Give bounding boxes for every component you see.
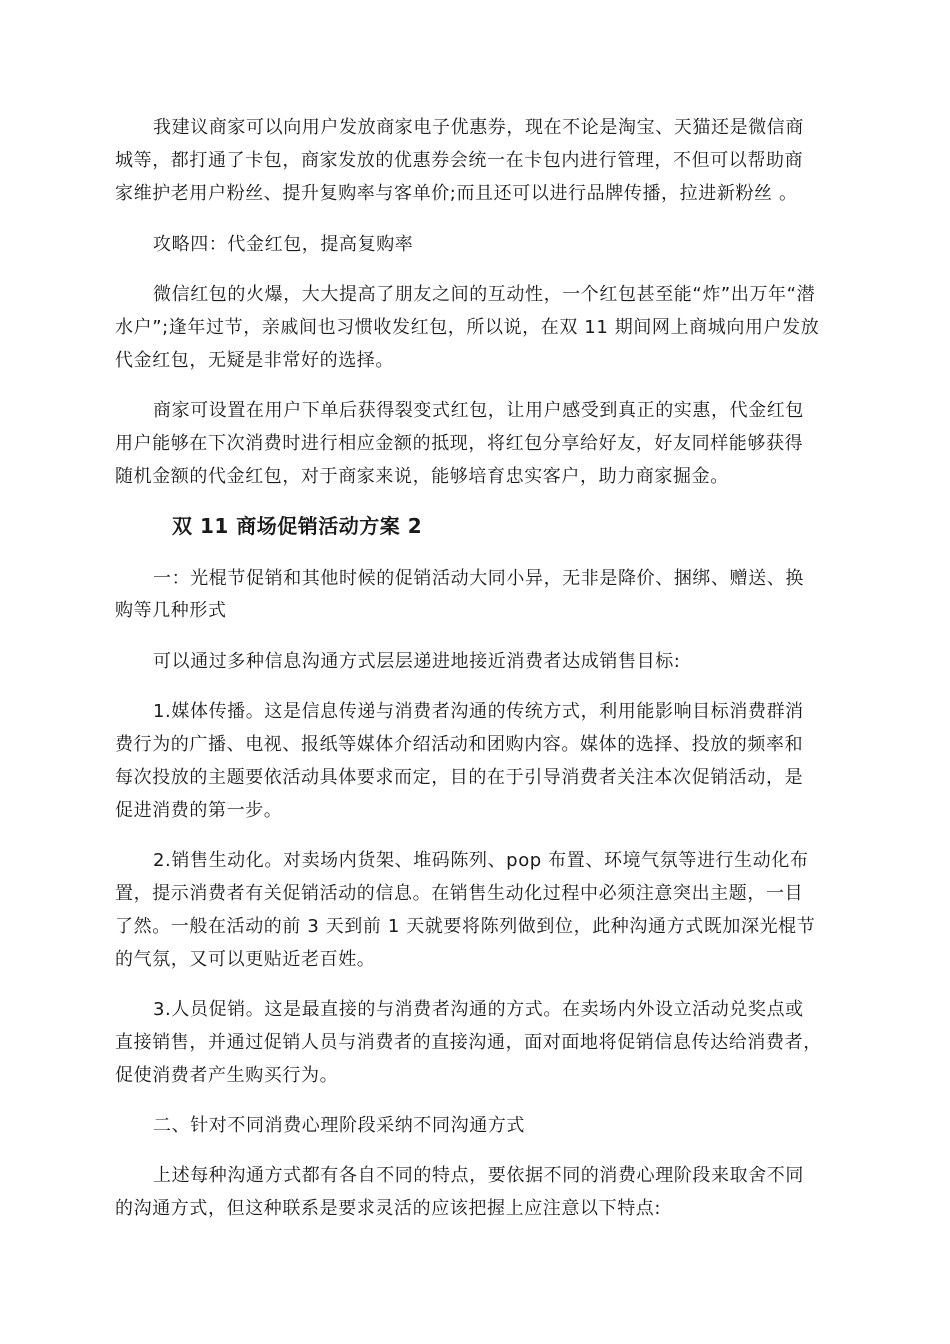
paragraph-line: 每次投放的主题要依活动具体要求而定，目的在于引导消费者关注本次促销活动，是 xyxy=(115,767,804,788)
paragraph-line: 的沟通方式，但这种联系是要求灵活的应该把握上应注意以下特点: xyxy=(115,1198,662,1219)
paragraph-line: 一：光棍节促销和其他时候的促销活动大同小异，无非是降价、捆绑、赠送、换 xyxy=(153,568,804,589)
paragraph-line: 置，提示消费者有关促销活动的信息。在销售生动化过程中必须注意突出主题，一目 xyxy=(115,883,804,904)
paragraph-line: 可以通过多种信息沟通方式层层递进地接近消费者达成销售目标: xyxy=(153,651,681,672)
section-title: 双 11 商场促销活动方案 2 xyxy=(172,514,423,538)
paragraph-line: 城等，都打通了卡包，商家发放的优惠券会统一在卡包内进行管理，不但可以帮助商 xyxy=(115,150,804,171)
paragraph-line: 的气氛，又可以更贴近老百姓。 xyxy=(115,949,376,970)
paragraph-line: 促进消费的第一步。 xyxy=(115,800,283,821)
paragraph-line: 水户”;逢年过节，亲戚间也习惯收发红包，所以说，在双 11 期间网上商城向用户发放 xyxy=(115,317,820,338)
paragraph-line: 攻略四：代金红包，提高复购率 xyxy=(153,234,414,255)
paragraph-line: 代金红包，无疑是非常好的选择。 xyxy=(115,350,394,371)
paragraph-line: 二、针对不同消费心理阶段采纳不同沟通方式 xyxy=(153,1115,525,1136)
paragraph-line: 用户能够在下次消费时进行相应金额的抵现，将红包分享给好友，好友同样能够获得 xyxy=(115,433,804,454)
paragraph-line: 费行为的广播、电视、报纸等媒体介绍活动和团购内容。媒体的选择、投放的频率和 xyxy=(115,734,804,755)
paragraph-line: 3.人员促销。这是最直接的与消费者沟通的方式。在卖场内外设立活动兑奖点或 xyxy=(153,999,804,1020)
paragraph-line: 2.销售生动化。对卖场内货架、堆码陈列、pop 布置、环境气氛等进行生动化布 xyxy=(153,850,809,871)
paragraph-line: 1.媒体传播。这是信息传递与消费者沟通的传统方式，利用能影响目标消费群消 xyxy=(153,701,804,722)
paragraph-line: 随机金额的代金红包，对于商家来说，能够培育忠实客户，助力商家掘金。 xyxy=(115,466,729,487)
paragraph-line: 商家可设置在用户下单后获得裂变式红包，让用户感受到真正的实惠，代金红包 xyxy=(153,400,804,421)
paragraph-line: 家维护老用户粉丝、提升复购率与客单价;而且还可以进行品牌传播，拉进新粉丝 。 xyxy=(115,183,798,204)
paragraph-line: 上述每种沟通方式都有各自不同的特点，要依据不同的消费心理阶段来取舍不同 xyxy=(153,1165,804,1186)
paragraph-line: 购等几种形式 xyxy=(115,600,227,621)
paragraph-line: 促使消费者产生购买行为。 xyxy=(115,1065,339,1086)
paragraph-line: 了然。一般在活动的前 3 天到前 1 天就要将陈列做到位，此种沟通方式既加深光棍节 xyxy=(115,916,816,937)
paragraph-line: 直接销售，并通过促销人员与消费者的直接沟通，面对面地将促销信息传达给消费者， xyxy=(115,1032,822,1053)
paragraph-line: 微信红包的火爆，大大提高了朋友之间的互动性，一个红包甚至能“炸”出万年“潜 xyxy=(153,284,816,305)
paragraph-line: 我建议商家可以向用户发放商家电子优惠券，现在不论是淘宝、天猫还是微信商 xyxy=(153,117,804,138)
